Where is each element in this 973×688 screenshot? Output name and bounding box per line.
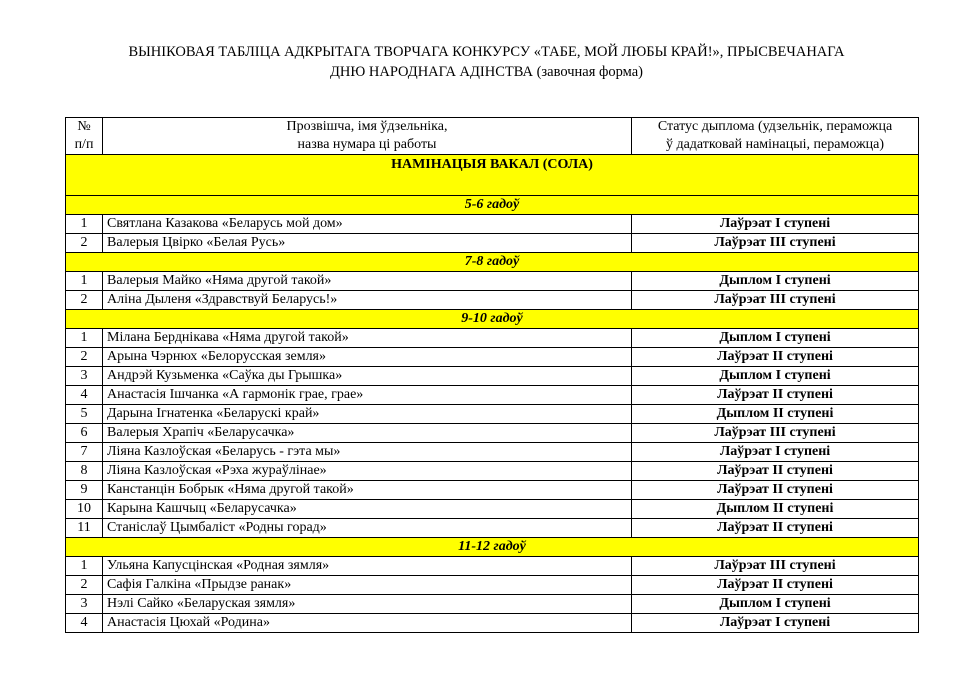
row-number: 11 xyxy=(66,519,103,538)
diploma-status: Лаўрэат ІІІ ступені xyxy=(632,424,919,443)
table-row xyxy=(66,329,919,348)
row-number: 1 xyxy=(66,329,103,348)
table-row xyxy=(66,291,919,310)
participant-name: Валерыя Храпіч «Беларусачка» xyxy=(103,424,632,443)
header-number-line-1: № xyxy=(77,119,91,134)
diploma-status: Дыплом ІІ ступені xyxy=(632,500,919,519)
participant-name: Анастасія Ішчанка «А гармонік грае, грае» xyxy=(103,386,632,405)
participant-name: Святлана Казакова «Беларусь мой дом» xyxy=(103,215,632,234)
nomination-title: НАМІНАЦЫЯ ВАКАЛ (СОЛА) xyxy=(66,155,919,196)
results-table xyxy=(65,117,919,633)
table-row xyxy=(66,614,919,633)
participant-name: Андрэй Кузьменка «Саўка ды Грышка» xyxy=(103,367,632,386)
table-row xyxy=(66,405,919,424)
table-row xyxy=(66,576,919,595)
diploma-status: Лаўрэат ІІІ ступені xyxy=(632,557,919,576)
diploma-status: Дыплом І ступені xyxy=(632,272,919,291)
row-number: 1 xyxy=(66,215,103,234)
diploma-status: Дыплом І ступені xyxy=(632,329,919,348)
diploma-status: Лаўрэат ІІ ступені xyxy=(632,386,919,405)
participant-name: Мілана Берднікава «Няма другой такой» xyxy=(103,329,632,348)
header-status xyxy=(632,118,919,155)
diploma-status: Лаўрэат ІІІ ступені xyxy=(632,291,919,310)
participant-name: Аліна Дыленя «Здравствуй Беларусь!» xyxy=(103,291,632,310)
diploma-status: Лаўрэат ІІ ступені xyxy=(632,481,919,500)
age-group-row xyxy=(66,538,919,557)
diploma-status: Лаўрэат ІІІ ступені xyxy=(632,234,919,253)
header-name-line-1: Прозвішча, імя ўдзельніка, xyxy=(286,119,448,134)
row-number: 4 xyxy=(66,386,103,405)
row-number: 5 xyxy=(66,405,103,424)
row-number: 4 xyxy=(66,614,103,633)
participant-name: Сафія Галкіна «Прыдзе ранак» xyxy=(103,576,632,595)
age-group-label: 9-10 гадоў xyxy=(66,310,919,329)
row-number: 6 xyxy=(66,424,103,443)
row-number: 1 xyxy=(66,557,103,576)
header-status-line-1: Статус дыплома (удзельнік, пераможца xyxy=(657,119,893,134)
age-group-label: 5-6 гадоў xyxy=(66,196,919,215)
diploma-status: Дыплом І ступені xyxy=(632,595,919,614)
row-number: 2 xyxy=(66,291,103,310)
row-number: 10 xyxy=(66,500,103,519)
participant-name: Ульяна Капусцінская «Родная зямля» xyxy=(103,557,632,576)
diploma-status: Лаўрэат ІІ ступені xyxy=(632,519,919,538)
document-title xyxy=(0,42,973,82)
participant-name: Нэлі Сайко «Беларуская зямля» xyxy=(103,595,632,614)
header-name xyxy=(103,118,632,155)
row-number: 3 xyxy=(66,595,103,614)
row-number: 2 xyxy=(66,348,103,367)
table-row xyxy=(66,367,919,386)
participant-name: Канстанцін Бобрык «Няма другой такой» xyxy=(103,481,632,500)
title-line-2: ДНЮ НАРОДНАГА АДІНСТВА (завочная форма) xyxy=(329,64,644,80)
title-line-1: ВЫНІКОВАЯ ТАБЛІЦА АДКРЫТАГА ТВОРЧАГА КОНКУРСУ «ТАБЕ, МОЙ ЛЮБЫ КРАЙ!», ПРЫСВЕЧАНАГА xyxy=(128,44,845,60)
diploma-status: Лаўрэат І ступені xyxy=(632,215,919,234)
row-number: 2 xyxy=(66,234,103,253)
table-row xyxy=(66,424,919,443)
header-number xyxy=(66,118,103,155)
diploma-status: Лаўрэат ІІ ступені xyxy=(632,348,919,367)
row-number: 7 xyxy=(66,443,103,462)
row-number: 1 xyxy=(66,272,103,291)
header-status-line-2: ў дадатковай намінацыі, пераможца) xyxy=(665,137,885,152)
row-number: 9 xyxy=(66,481,103,500)
table-row xyxy=(66,348,919,367)
participant-name: Карына Кашчыц «Беларусачка» xyxy=(103,500,632,519)
diploma-status: Лаўрэат І ступені xyxy=(632,614,919,633)
age-group-row xyxy=(66,253,919,272)
age-group-label: 11-12 гадоў xyxy=(66,538,919,557)
participant-name: Ліяна Казлоўская «Рэха жураўлінае» xyxy=(103,462,632,481)
row-number: 3 xyxy=(66,367,103,386)
row-number: 8 xyxy=(66,462,103,481)
participant-name: Станіслаў Цымбаліст «Родны горад» xyxy=(103,519,632,538)
diploma-status: Лаўрэат І ступені xyxy=(632,443,919,462)
age-group-row xyxy=(66,310,919,329)
header-number-line-2: п/п xyxy=(74,137,94,152)
table-row xyxy=(66,443,919,462)
header-row xyxy=(66,118,919,155)
table-row xyxy=(66,234,919,253)
table-row xyxy=(66,462,919,481)
participant-name: Дарына Ігнатенка «Беларускі край» xyxy=(103,405,632,424)
participant-name: Ліяна Казлоўская «Беларусь - гэта мы» xyxy=(103,443,632,462)
table-row xyxy=(66,272,919,291)
table-row xyxy=(66,595,919,614)
diploma-status: Лаўрэат ІІ ступені xyxy=(632,462,919,481)
nomination-row xyxy=(66,155,919,196)
table-row xyxy=(66,557,919,576)
table-row xyxy=(66,481,919,500)
table-row xyxy=(66,519,919,538)
participant-name: Анастасія Цюхай «Родина» xyxy=(103,614,632,633)
age-group-row xyxy=(66,196,919,215)
participant-name: Валерыя Цвірко «Белая Русь» xyxy=(103,234,632,253)
row-number: 2 xyxy=(66,576,103,595)
table-row xyxy=(66,215,919,234)
table-row xyxy=(66,500,919,519)
participant-name: Арына Чэрнюх «Белорусская земля» xyxy=(103,348,632,367)
diploma-status: Лаўрэат ІІ ступені xyxy=(632,576,919,595)
age-group-label: 7-8 гадоў xyxy=(66,253,919,272)
diploma-status: Дыплом ІІ ступені xyxy=(632,405,919,424)
diploma-status: Дыплом І ступені xyxy=(632,367,919,386)
header-name-line-2: назва нумара ці работы xyxy=(297,137,437,152)
table-row xyxy=(66,386,919,405)
participant-name: Валерыя Майко «Няма другой такой» xyxy=(103,272,632,291)
